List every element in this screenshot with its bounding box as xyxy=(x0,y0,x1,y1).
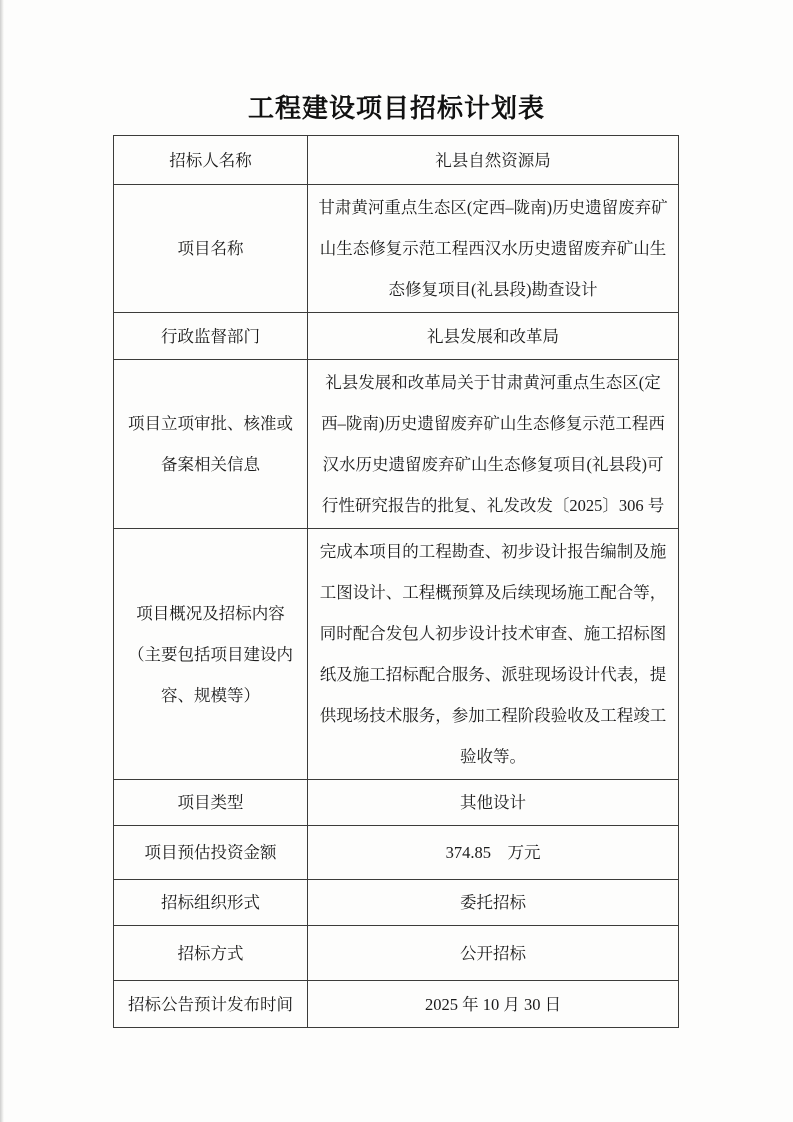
table-row xyxy=(114,185,679,313)
page-title: 工程建设项目招标计划表 xyxy=(247,94,545,123)
table-row xyxy=(114,880,679,926)
row-value: 礼县发展和改革局关于甘肃黄河重点生态区(定西–陇南)历史遗留废弃矿山生态修复示范工程西汉水历史遗留废弃矿山生态修复项目(礼县段)可行性研究报告的批复、礼发改发〔2025〕306 号 xyxy=(308,360,679,529)
row-label: 行政监督部门 xyxy=(114,313,308,360)
row-label: 项目类型 xyxy=(114,780,308,826)
row-value: 2025 年 10 月 30 日 xyxy=(308,981,679,1028)
table-row xyxy=(114,360,679,529)
table-row xyxy=(114,136,679,185)
row-value: 公开招标 xyxy=(308,926,679,981)
table-row xyxy=(114,780,679,826)
row-value: 完成本项目的工程勘查、初步设计报告编制及施工图设计、工程概预算及后续现场施工配合等，同时配合发包人初步设计技术审查、施工招标图纸及施工招标配合服务、派驻现场设计代表，提供现场技术服务，参加工程阶段验收及工程竣工验收等。 xyxy=(308,529,679,780)
row-label: 项目立项审批、核准或备案相关信息 xyxy=(114,360,308,529)
row-value: 374.85 万元 xyxy=(308,826,679,880)
row-label: 项目名称 xyxy=(114,185,308,313)
row-label: 招标公告预计发布时间 xyxy=(114,981,308,1028)
table-row xyxy=(114,926,679,981)
bidding-plan-table xyxy=(113,135,679,1028)
table-row xyxy=(114,529,679,780)
row-label: 招标方式 xyxy=(114,926,308,981)
row-value: 礼县自然资源局 xyxy=(308,136,679,185)
row-label: 招标人名称 xyxy=(114,136,308,185)
table-row xyxy=(114,313,679,360)
row-value: 委托招标 xyxy=(308,880,679,926)
row-value: 其他设计 xyxy=(308,780,679,826)
scan-edge-shadow xyxy=(0,0,4,1122)
row-label: 招标组织形式 xyxy=(114,880,308,926)
row-label: 项目概况及招标内容（主要包括项目建设内容、规模等） xyxy=(114,529,308,780)
row-label: 项目预估投资金额 xyxy=(114,826,308,880)
row-value: 甘肃黄河重点生态区(定西–陇南)历史遗留废弃矿山生态修复示范工程西汉水历史遗留废弃矿山生态修复项目(礼县段)勘查设计 xyxy=(308,185,679,313)
row-value: 礼县发展和改革局 xyxy=(308,313,679,360)
table-row xyxy=(114,826,679,880)
table-row xyxy=(114,981,679,1028)
